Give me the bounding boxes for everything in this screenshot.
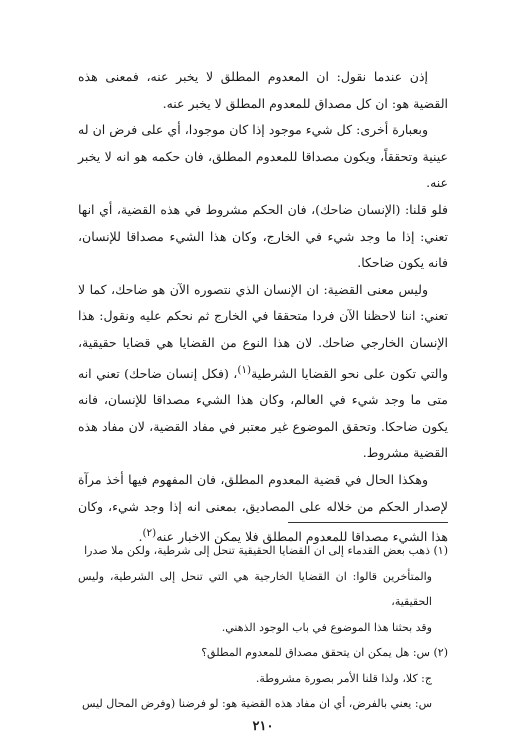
footnote-2-line-3: س: يعني بالفرض، أي ان مفاد هذه القضية هو: لو فرضنا (وفرض المحال ليس (82, 697, 432, 710)
footnotes (78, 538, 448, 717)
footnote-separator (288, 522, 448, 523)
footnote-2-line-1: (٢) س: هل يمكن ان يتحقق مصداق للمعدوم المطلق؟ (201, 646, 448, 659)
paragraph-2: وبعبارة أخرى: كل شيء موجود إذا كان موجودا، أي على فرض ان له عينية وتحققاً، ويكون مصداقا للمعدوم المطلق، فان حكمه هو انه لا يخبر عنه. (78, 122, 448, 191)
footnote-2-line-2: ج: كلا، ولذا قلنا الأمر بصورة مشروطة. (255, 671, 432, 685)
paragraph-3: فلو قلنا: (الإنسان ضاحك)، فان الحكم مشروط في هذه القضية، أي انها تعني: إذا ما وجد شيء في الخارج، وكان هذا الشيء مصداقا للإنسان، فانه يكون ضاحكا. (78, 201, 448, 271)
paragraph-1: إذن عندما نقول: ان المعدوم المطلق لا يخبر عنه، فمعنى هذه القضية هو: ان كل مصداق للمعدوم المطلق لا يخبر عنه. (78, 69, 448, 111)
main-text (78, 64, 448, 551)
footnote-ref-2[interactable]: (٢) (142, 527, 157, 540)
footnote-1-line-1: (١) ذهب بعض القدماء إلى ان القضايا الحقيقية تنحل إلى شرطية، ولكن ملا صدرا (84, 544, 448, 557)
footnote-1-line-2: والمتأخرين قالوا: ان القضايا الخارجية هي التي تنحل إلى الشرطية، وليس الحقيقية، (78, 569, 432, 608)
paragraph-5: وهكذا الحال في قضية المعدوم المطلق، فان المفهوم فيها أخذ مرآة لإصدار الحكم من خلاله على المصاديق، بمعنى انه إذا وجد شيء، وكان هذا الشيء مصداقا للمعدوم المطلق فلا يمكن الاخبار عنه$^{(٢)}$. (78, 472, 448, 545)
paragraph-4: وليس معنى القضية: ان الإنسان الذي نتصوره الآن هو ضاحك، كما لا تعني: اننا لاحظنا الآن فردا متحققا في الخارج ثم نحكم عليه ونقول: هذا الإنسان الخارجي ضاحك. لان هذا النوع من القضايا هي قضايا حقيقية، والتي تكون على نحو القضايا الشرطية$^{(١)}$، (فكل إنسان ضاحك) تعني انه متى ما وجد شيء في العالم، وكان هذا الشيء مصداقا للإنسان، فانه يكون ضاحكا. وتحقق الموضوع غير معتبر في مفاد القضية، لان مفاد هذه القضية مشروط. (78, 281, 448, 461)
footnote-1-line-3: وقد بحثنا هذا الموضوع في باب الوجود الذهني. (221, 620, 432, 634)
footnote-ref-1[interactable]: (١) (237, 363, 252, 376)
page-number: ٢١٠ (252, 719, 274, 734)
